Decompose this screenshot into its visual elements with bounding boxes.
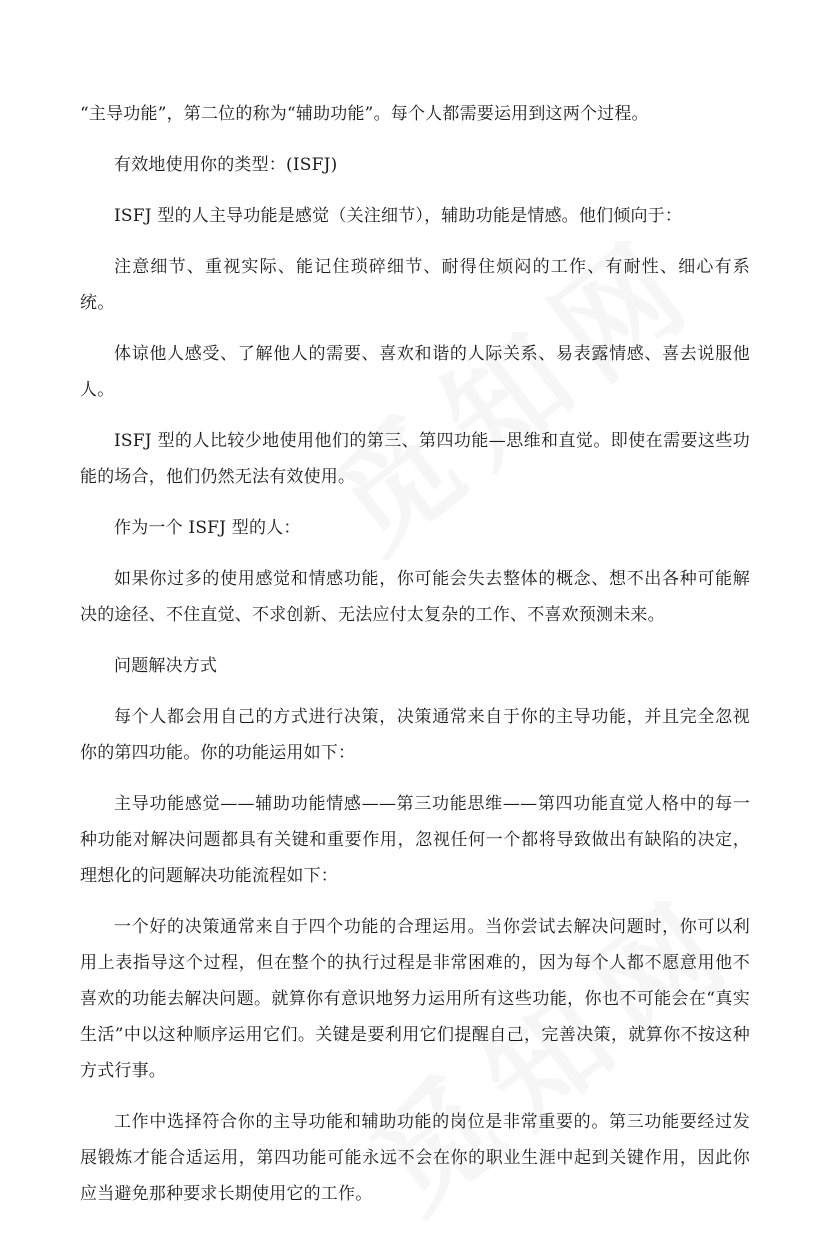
section-heading-problem-solving: 问题解决方式 [114,656,218,676]
paragraph-overuse: 如果你过多的使用感觉和情感功能，你可能会失去整体的概念、想不出各种可能解决的途径、不住直觉、不求创新、无法应付太复杂的工作、不喜欢预测未来。 [80,569,750,625]
paragraph-dominant-function: ISFJ 型的人主导功能是感觉（关注细节），辅助功能是情感。他们倾向于： [114,206,683,226]
paragraph-third-fourth-function: ISFJ 型的人比较少地使用他们的第三、第四功能—思维和直觉。即使在需要这些功能的场合，他们仍然无法有效使用。 [80,431,750,487]
paragraph-sensing-traits: 注意细节、重视实际、能记住琐碎细节、耐得住烦闷的工作、有耐性、细心有系统。 [80,257,750,313]
paragraph-as-isfj: 作为一个 ISFJ 型的人： [114,518,301,538]
section-heading-effective-use: 有效地使用你的类型：(ISFJ) [114,155,338,175]
paragraph-function-flow: 主导功能感觉——辅助功能情感——第三功能思维——第四功能直觉人格中的每一种功能对解决问题都具有关键和重要作用，忽视任何一个都将导致做出有缺陷的决定，理想化的问题解决功能流程如下： [80,794,750,886]
paragraph-decision-making: 每个人都会用自己的方式进行决策，决策通常来自于你的主导功能，并且完全忽视你的第四功能。你的功能运用如下： [80,707,750,763]
paragraph-continuation: “主导功能”，第二位的称为“辅助功能”。每个人都需要运用到这两个过程。 [80,104,649,124]
paragraph-good-decision: 一个好的决策通常来自于四个功能的合理运用。当你尝试去解决问题时，你可以利用上表指导这个过程，但在整个的执行过程是非常困难的，因为每个人都不愿意用他不喜欢的功能去解决问题。就算你有意识地努力运用所有这些功能，你也不可能会在“真实生活”中以这种顺序运用它们。关键是要利用它们提醒自己，完善决策，就算你不按这种方式行事。 [80,917,750,1081]
document-body [80,96,750,1227]
paragraph-job-selection: 工作中选择符合你的主导功能和辅助功能的岗位是非常重要的。第三功能要经过发展锻炼才能合适运用，第四功能可能永远不会在你的职业生涯中起到关键作用，因此你应当避免那种要求长期使用它的工作。 [80,1112,750,1204]
paragraph-feeling-traits: 体谅他人感受、了解他人的需要、喜欢和谐的人际关系、易表露情感、喜去说服他人。 [80,344,750,400]
